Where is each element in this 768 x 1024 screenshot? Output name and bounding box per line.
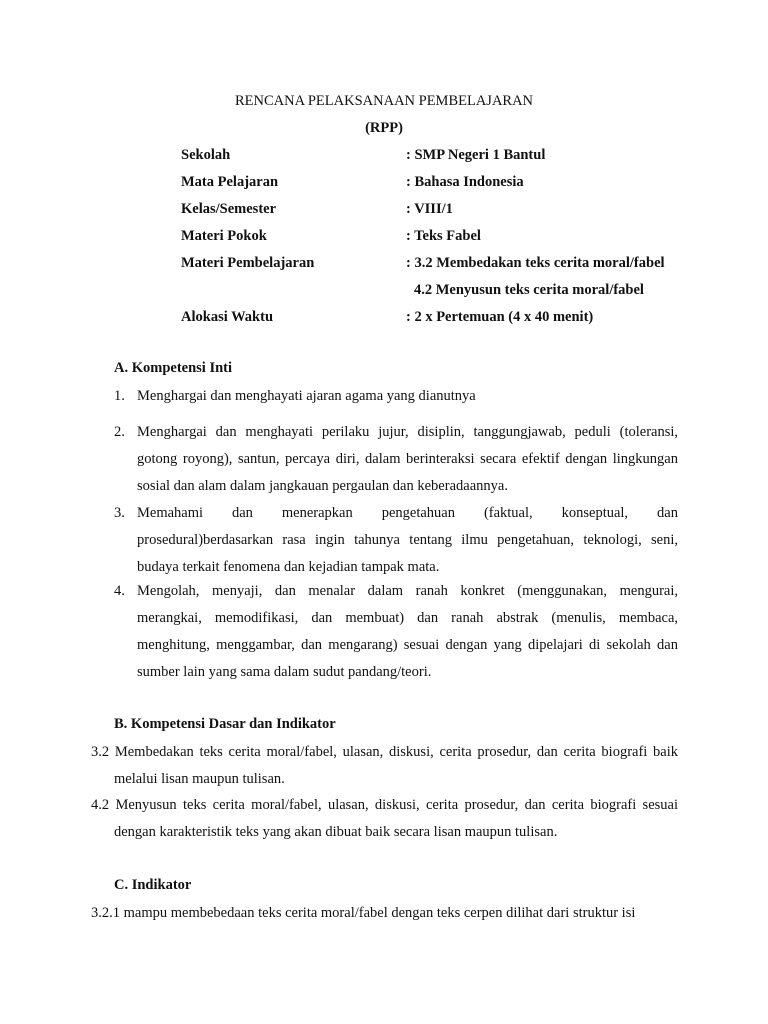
word: dan — [657, 505, 678, 521]
document-subtitle: (RPP) — [365, 120, 403, 136]
identity-label: Kelas/Semester — [181, 201, 277, 217]
identity-value: : Bahasa Indonesia — [406, 174, 524, 190]
word: (faktual, — [483, 505, 533, 521]
list-item-line: merangkai, memodifikasi, dan membuat) dan ranah abstrak (menulis, membaca, — [137, 610, 678, 626]
list-number: 2. — [114, 424, 125, 440]
word: pengetahuan — [381, 505, 455, 521]
word: dan — [232, 505, 253, 521]
identity-label: Sekolah — [181, 147, 231, 163]
section-heading-kompetensi-dasar: B. Kompetensi Dasar dan Indikator — [114, 716, 336, 732]
list-item-line: menghitung, menggambar, dan mengarang) sesuai dengan yang dipelajari di sekolah dan — [137, 637, 678, 653]
list-item-line: prosedural)berdasarkan rasa ingin tahunya tentang ilmu pengetahuan, teknologi, seni, — [137, 532, 678, 548]
identity-label: Mata Pelajaran — [181, 174, 279, 190]
identity-label: Materi Pembelajaran — [181, 255, 315, 271]
kd-line: 4.2 Menyusun teks cerita moral/fabel, ulasan, diskusi, cerita prosedur, dan cerita biografi sesuai — [91, 797, 678, 813]
identity-value: : 2 x Pertemuan (4 x 40 menit) — [406, 309, 594, 325]
word: konseptual, — [561, 505, 629, 521]
list-number: 3. — [114, 505, 125, 521]
list-item-line: gotong royong), santun, percaya diri, dalam berinteraksi secara efektif dengan lingkungan — [137, 451, 678, 467]
kd-line: 3.2 Membedakan teks cerita moral/fabel, ulasan, diskusi, cerita prosedur, dan cerita biografi baik — [91, 744, 678, 760]
identity-value: : VIII/1 — [406, 201, 453, 217]
identity-label: Materi Pokok — [181, 228, 267, 244]
list-number: 4. — [114, 583, 125, 599]
word: menerapkan — [281, 505, 353, 521]
list-item-line: Menghargai dan menghayati ajaran agama yang dianutnya — [137, 388, 476, 404]
identity-value: : Teks Fabel — [406, 228, 481, 244]
list-number: 1. — [114, 388, 125, 404]
list-item-line: Mengolah, menyaji, dan menalar dalam ranah konkret (menggunakan, mengurai, — [137, 583, 678, 599]
identity-value-continued: 4.2 Menyusun teks cerita moral/fabel — [414, 282, 644, 298]
identity-value: : 3.2 Membedakan teks cerita moral/fabel — [406, 255, 665, 271]
section-heading-indikator: C. Indikator — [114, 877, 192, 893]
indikator-line: 3.2.1 mampu membebedaan teks cerita moral/fabel dengan teks cerpen dilihat dari struktur isi — [91, 905, 636, 921]
list-item-line: sumber lain yang sama dalam sudut pandang/teori. — [137, 664, 432, 680]
list-item-line: budaya terkait fenomena dan kejadian tampak mata. — [137, 559, 440, 575]
section-heading-kompetensi-inti: A. Kompetensi Inti — [114, 360, 233, 376]
identity-value: : SMP Negeri 1 Bantul — [406, 147, 546, 163]
word: Memahami — [137, 505, 204, 521]
list-item-line — [137, 505, 678, 522]
kd-line: dengan karakteristik teks yang akan dibuat baik secara lisan maupun tulisan. — [114, 824, 558, 840]
list-item-line: Menghargai dan menghayati perilaku jujur, disiplin, tanggungjawab, peduli (toleransi, — [137, 424, 678, 440]
document-title: RENCANA PELAKSANAAN PEMBELAJARAN — [234, 93, 534, 109]
kd-line: melalui lisan maupun tulisan. — [114, 771, 285, 787]
identity-label: Alokasi Waktu — [181, 309, 274, 325]
list-item-line: sosial dan alam dalam jangkauan pergaulan dan keberadaannya. — [137, 478, 508, 494]
